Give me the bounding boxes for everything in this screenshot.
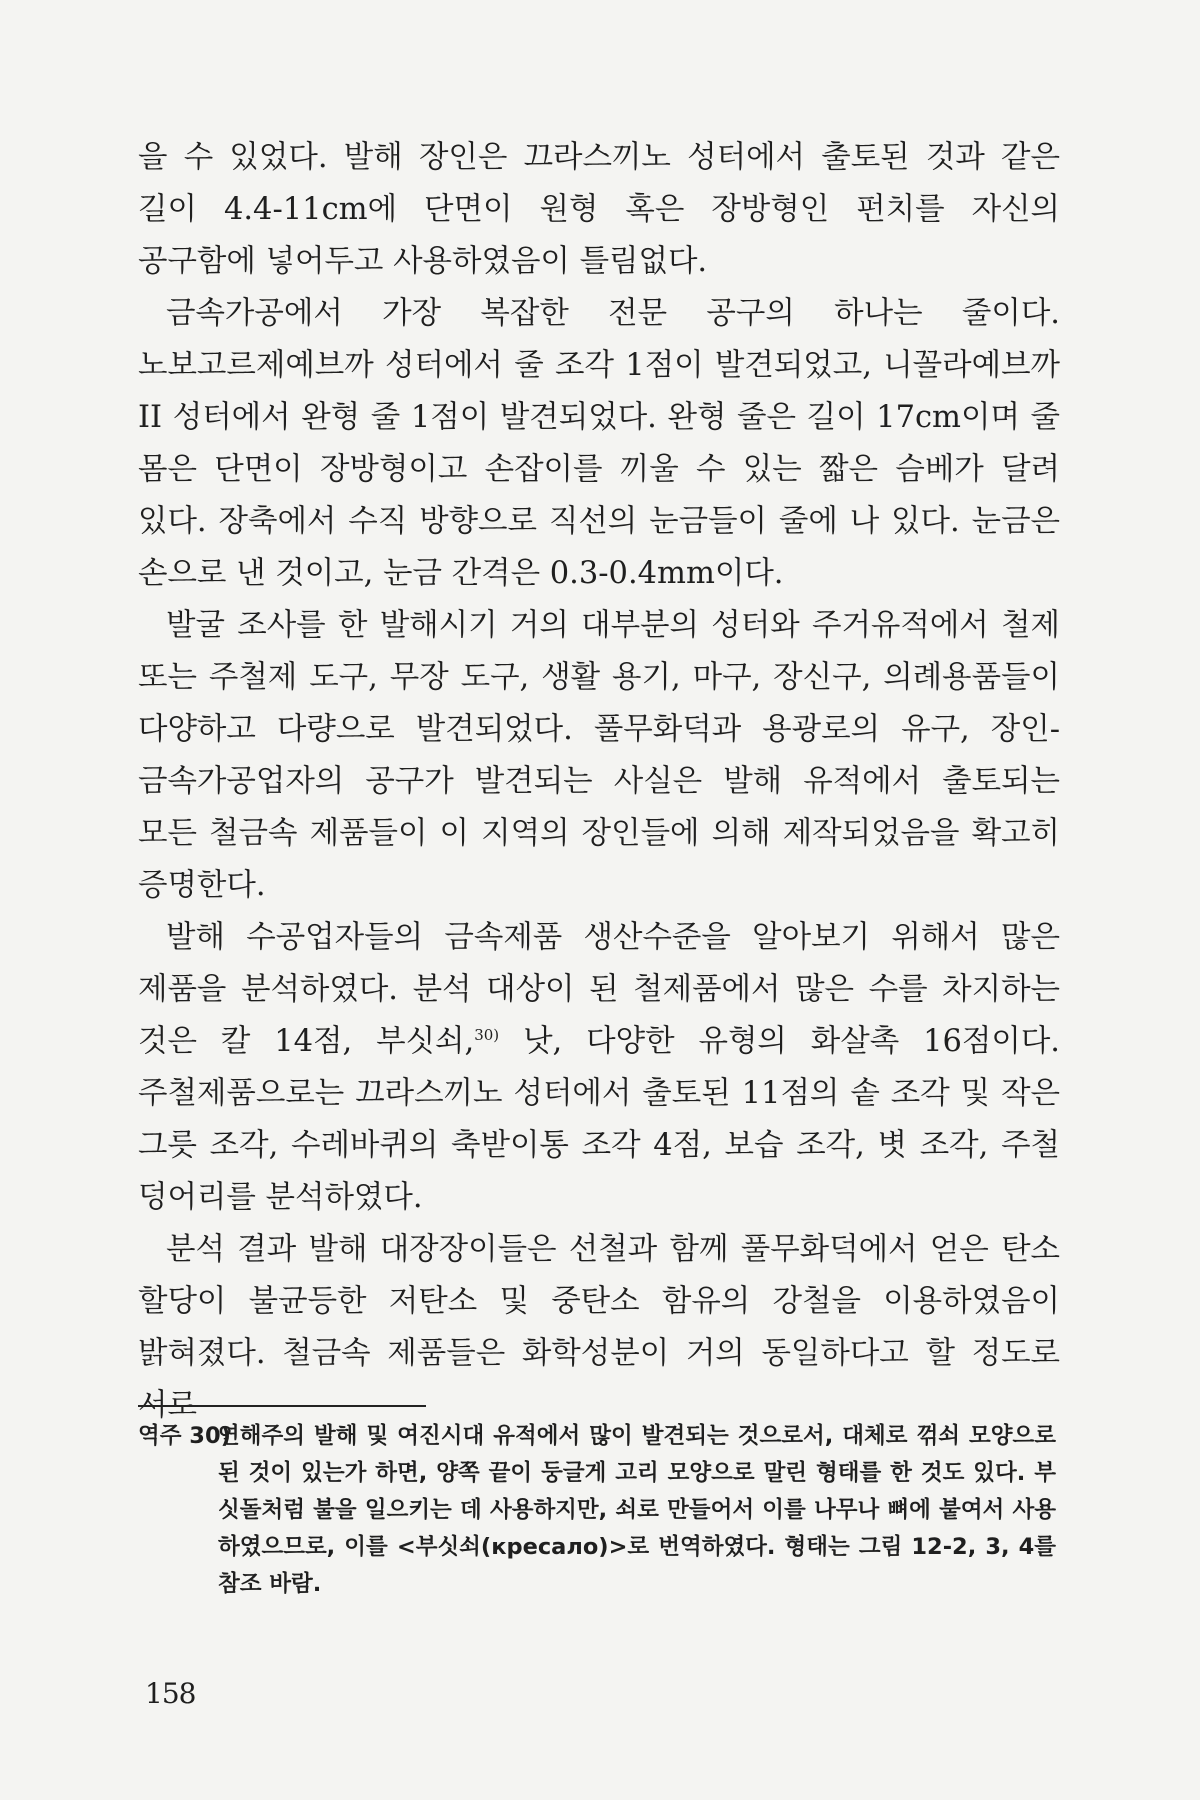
paragraph-4-after: 낫, 다양한 유형의 화살촉 16점이다. 주철제품으로는 끄라스끼노 성터에서 출토된 11점의 솥 조각 및 작은 그릇 조각, 수레바퀴의 축받이통 조각 4점, 보습 조각, 볏 조각, 주철 덩어리를 분석하였다. bbox=[138, 1024, 1070, 1215]
footnote-label: 역주 30) bbox=[138, 1423, 231, 1449]
footnote-text: 연해주의 발해 및 여진시대 유적에서 많이 발견되는 것으로서, 대체로 꺾쇠 모양으로 된 것이 있는가 하면, 양쪽 끝이 둥글게 고리 모양으로 말린 형태를 한 것도 있다. 부싯돌처럼 불을 일으키는 데 사용하지만, 쇠로 만들어서 이를 나무나 뼈에 붙여서 사용하였으므로, 이를 <부싯쇠(кресало)>로 번역하였다. 형태는 그림 12-2, 3, 4를 참조 바람. bbox=[218, 1423, 1064, 1597]
paragraph-4 bbox=[138, 912, 1070, 1224]
paragraph-3: 발굴 조사를 한 발해시기 거의 대부분의 성터와 주거유적에서 철제 또는 주철제 도구, 무장 도구, 생활 용기, 마구, 장신구, 의례용품들이 다양하고 다량으로 발견되었다. 풀무화덕과 용광로의 유구, 장인-금속가공업자의 공구가 발견되는 사실은 발해 유적에서 출토되는 모든 철금속 제품들이 이 지역의 장인들에 의해 제작되었음을 확고히 증명한다. bbox=[138, 608, 1070, 903]
paragraph-5: 분석 결과 발해 대장장이들은 선철과 함께 풀무화덕에서 얻은 탄소 할당이 불균등한 저탄소 및 중탄소 함유의 강철을 이용하였음이 밝혀졌다. 철금속 제품들은 화학성분이 거의 동일하다고 할 정도로 서로 bbox=[138, 1232, 1070, 1423]
paragraph-2: 금속가공에서 가장 복잡한 전문 공구의 하나는 줄이다. 노보고르제예브까 성터에서 줄 조각 1점이 발견되었고, 니꼴라예브까 II 성터에서 완형 줄 1점이 발견되었다. 완형 줄은 길이 17cm이며 줄 몸은 단면이 장방형이고 손잡이를 끼울 수 있는 짧은 슴베가 달려 있다. 장축에서 수직 방향으로 직선의 눈금들이 줄에 나 있다. 눈금은 손으로 낸 것이고, 눈금 간격은 0.3-0.4mm이다. bbox=[138, 296, 1070, 591]
footnote-reference[interactable]: 30) bbox=[474, 1025, 500, 1044]
paragraph-4-before: 발해 수공업자들의 금속제품 생산수준을 알아보기 위해서 많은 제품을 분석하였다. 분석 대상이 된 철제품에서 많은 수를 차지하는 것은 칼 14점, 부싯쇠, bbox=[138, 920, 1070, 1059]
page-number: 158 bbox=[145, 1677, 196, 1710]
footnote bbox=[138, 1418, 1064, 1603]
body-text bbox=[138, 132, 1070, 1432]
footnote-divider bbox=[138, 1405, 426, 1407]
paragraph-1: 을 수 있었다. 발해 장인은 끄라스끼노 성터에서 출토된 것과 같은 길이 4.4-11cm에 단면이 원형 혹은 장방형인 펀치를 자신의 공구함에 넣어두고 사용하였음이 틀림없다. bbox=[138, 140, 1070, 279]
